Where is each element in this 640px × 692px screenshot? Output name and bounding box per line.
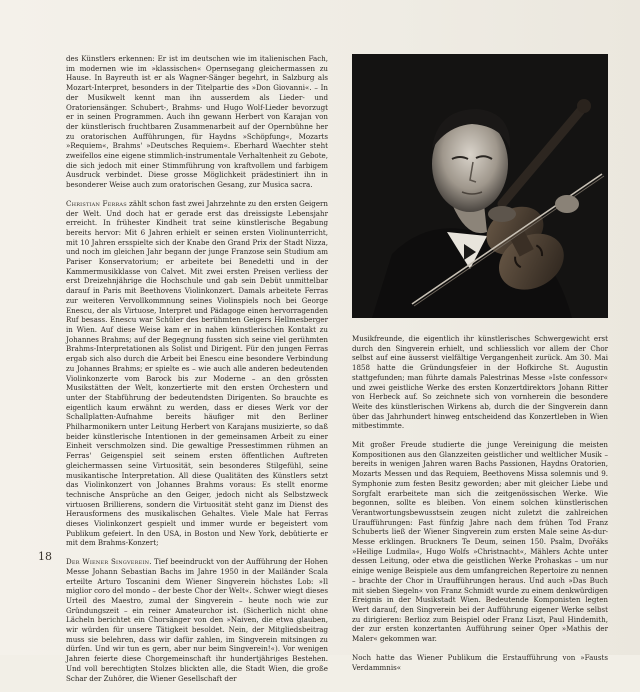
page-number: 18 — [38, 550, 52, 563]
paragraph-singverein-repertoire — [352, 440, 608, 644]
paragraph-text: des Künstlers erkennen: Er ist im deutschen wie im italienischen Fach, im modernen wie im »klassischen« Opernsegang gleichermassen zu Hause. In Bayreuth ist er als Wagner-Sänger begehrt, in Salzburg als Mozart-Interpret, besonders in der Titelpartie des »Don Giovanni«. – In der Musikwelt kennt man ihn ausserdem als Lieder- und Oratoriensänger. Schubert-, Brahms- und Hugo Wolf-Lieder bevorzugt er in seinen Programmen. Auch ihn gewann Herbert von Karajan von der künstlerisch fruchtbaren Zusammenarbeit auf der Opernbühne her zu oratorischen Aufführungen, für Haydns »Schöpfung«, Mozarts »Requiem«, Brahms' »Deutsches Requiem«. Eberhard Waechter steht zweifellos eine eigene stimmlich-instrumentale Verhaltenheit zu Gebote, die sich jedoch mit einer Stimmführung von kraftvollem und farbigem Ausdruck verbindet. Diese grosse Möglichkeit prädestiniert ihn in besonderer Weise auch zum oratorischen Gesang, zur Musica sacra. — [66, 54, 328, 190]
paragraph-singverein-history — [352, 334, 608, 431]
paragraph-singverein — [66, 557, 328, 683]
paragraph-text: zählt schon fast zwei Jahrzehnte zu den ersten Geigern der Welt. Und doch hat er gerade erst das dreissigste Lebensjahr erreicht. In frühester Kindheit trat seine künstlerische Begabung bereits hervor: Mit 6 Jahren erhielt er seinen ersten Violinunterricht, mit 10 Jahren ersspielte sich der Knabe den Grand Prix der Stadt Nizza, und noch im gleichen Jahr begann der junge Franzose sein Studium am Pariser Konservatorium; er arbeitete bei Benedetti und in der Kammermusikklasse von Calvet. Mit zwei ersten Preisen verliess der erst Dreizehnjährige die Hochschule und gab sein Debüt unmittelbar darauf in Paris mit Beethovens Violinkonzert. Damals arbeitete Ferras zur weiteren Vervollkommnung seines Violinspiels noch bei George Enescu, der als Virtuose, Interpret und Pädagoge einen hervorragenden Ruf besass. Enescu war Schüler des berühmten Geigers Hellmesberger in Wien. Auf diese Weise kam er in nahen künstlerischen Kontakt zu Johannes Brahms; auf der Begegnung fussten sich seine viel gerühmten Brahms-Interpretationen als Solist und Dirigent. Für den jungen Ferras ergab sich also durch die Arbeit bei Enescu eine besondere Verbindung zu Johannes Brahms; er spielte es – wie auch alle anderen bedeutenden Violinkonzerte vom Barock bis zur Moderne – an den grössten Musikstätten der Welt, konzertierte mit den ersten Orchestern und unter der Stabführung der bedeutendsten Dirigenten. So brauchte es eigentlich kaum erwähnt zu werden, dass er dieses Werk vor der Schallplatten-Aufnahme bereits häufiger mit den Berliner Philharmonikern unter Leitung Herbert von Karajans musizierte, so daß beider künstlerische Intentionen in der gemeinsamen Arbeit zu einer Einheit verschmolzen sind. — [66, 198, 328, 451]
paragraph-ferras — [66, 199, 328, 548]
paragraph-waechter — [66, 54, 328, 190]
right-text-column — [352, 334, 608, 681]
paragraph-text: Mit großer Freude studierte die junge Vereinigung die meisten Kompositionen aus den Glanzzeiten geistlicher und weltlicher Musik – bereits in wenigen Jahren waren Bachs Passionen, Haydns Oratorien, Mozarts Messen und das Requiem, Beethovens Missa solemnis und 9. Symphonie zum festen Besitz geworden; aber mit gleicher Liebe und Sorgfalt erarbeitete man sich die zeitgenössischen Werke. Wie begonnen, sollte es bleiben. Von einem solchen künstlerischen Verantwortungsbewusstsein zeugen nicht zuletzt die zahlreichen Uraufführungen: Fast fünfzig Jahre nach dem frühen Tod Franz Schuberts ließ der Wiener Singverein zum ersten Male seine As-dur-Messe erklingen. Bruckners Te Deum, seinen 150. Psalm, Dvořáks »Heilige Ludmila«, Hugo Wolfs »Christnacht«, Mählers Achte unter dessen Leitung, oder etwa die geistlichen Werke Prohaskas – um nur einige wenige Beispiele aus dem umfangreichen Repertoire zu nennen – brachte der Chor in Uraufführungen heraus. Und auch »Das Buch mit sieben Siegeln« von Franz Schmidt wurde zu einem denkwürdigen Ereignis in der Musikstadt Wien. Bedeutende Komponisten legten Wert darauf, den Singverein bei der Aufführung eigener Werke selbst zu dirigieren: Berlioz zum Beispiel oder Franz Liszt, Paul Hindemith, der zur ersten konzertanten Aufführung seiner Oper »Mathis der Maler« gekommen war. — [352, 440, 608, 644]
paragraph-faust — [352, 653, 608, 672]
paragraph-text: Musikfreunde, die eigentlich ihr künstlerisches Schwergewicht erst durch den Singverein erhielt, und schliesslich vor allem der Chor selbst auf eine äusserst vielfältige Vergangenheit zurück. Am 30. Mai 1858 hatte die Gründungsfeier in der Hofkirche St. Augustin stattgefunden; man führte damals Palestrinas Messe »Iste confessor« und zwei geistliche Werke des ersten Konzertdirektors Johann Ritter von Herbeck auf. So zeichnete sich von vornherein die besondere Weite des künstlerischen Wirkens ab, durch die der Singverein dann über das Jahrhundert hinweg entscheidend das Konzertleben in Wien mitbestimmte. — [352, 334, 608, 431]
violinist-photo — [352, 54, 608, 318]
paragraph-text: . Tief beeindruckt von der Aufführung der Hohen Messe Johann Sebastian Bachs im Jahre 1950 in der Mailänder Scala erteilte Arturo Toscanini dem Wiener Singverein höchstes Lob: »Il miglior coro del mondo – der beste Chor der Welt«. Schwer wiegt dieses Urteil des Maestro, zumal der Singverein – heute noch wie zur Gründungszeit – ein reiner Amateurchor ist. (Sicherlich nicht ohne Lächeln berichtet ein Chorsänger von den »Naiven, die etwa glauben, wir würden für unsere Tätigkeit besoldet. Nein, der Mitgliedsbeitrag muss sie belehren, dass wir dafür zahlen, im Singverein mitsingen zu dürfen. Und wir tun es gern, aber nur beim Singverein!«). Vor wenigen Jahren feierte diese Chorgemeinschaft ihr hundertjähriges Bestehen. Und voll berechtigten Stolzes blickten alle, die Stadt Wien, die große Schar der Zuhörer, die Wiener Gesellschaft der — [66, 557, 328, 683]
paragraph-text: Die gewaltige Pressestimmen rühmen an Ferras' Geigenspiel seit seinem ersten öffentlichen Auftreten gleichermassen seine Virtuosität, sein besonderes Stilgefühl, seine musikantische Interpretation. All diese Qualitäten des Künstlers setzt das Violinkonzert von Johannes Brahms voraus: Es stellt enorme technische Ansprüche an den Geiger, jedoch nicht als Selbstzweck virtuosen Brillierens, sondern die Virtuosität steht ganz im Dienst des Herausformens des musikalischen Gehaltes. Viele Male hat Ferras dieses Violinkonzert gespielt und immer wurde er begeistert vom Publikum gefeiert. In den USA, in Boston und New York, debütierte er mit dem Brahms-Konzert; — [66, 441, 328, 548]
violinist-illustration — [352, 54, 608, 318]
section-lead-ferras: Christian Ferras — [66, 198, 127, 208]
left-text-column — [66, 54, 328, 692]
section-lead-singverein: Der Wiener Singverein — [66, 557, 150, 567]
paragraph-text: Noch hatte das Wiener Publikum die Erstaufführung von »Fausts Verdammnis« — [352, 652, 608, 672]
